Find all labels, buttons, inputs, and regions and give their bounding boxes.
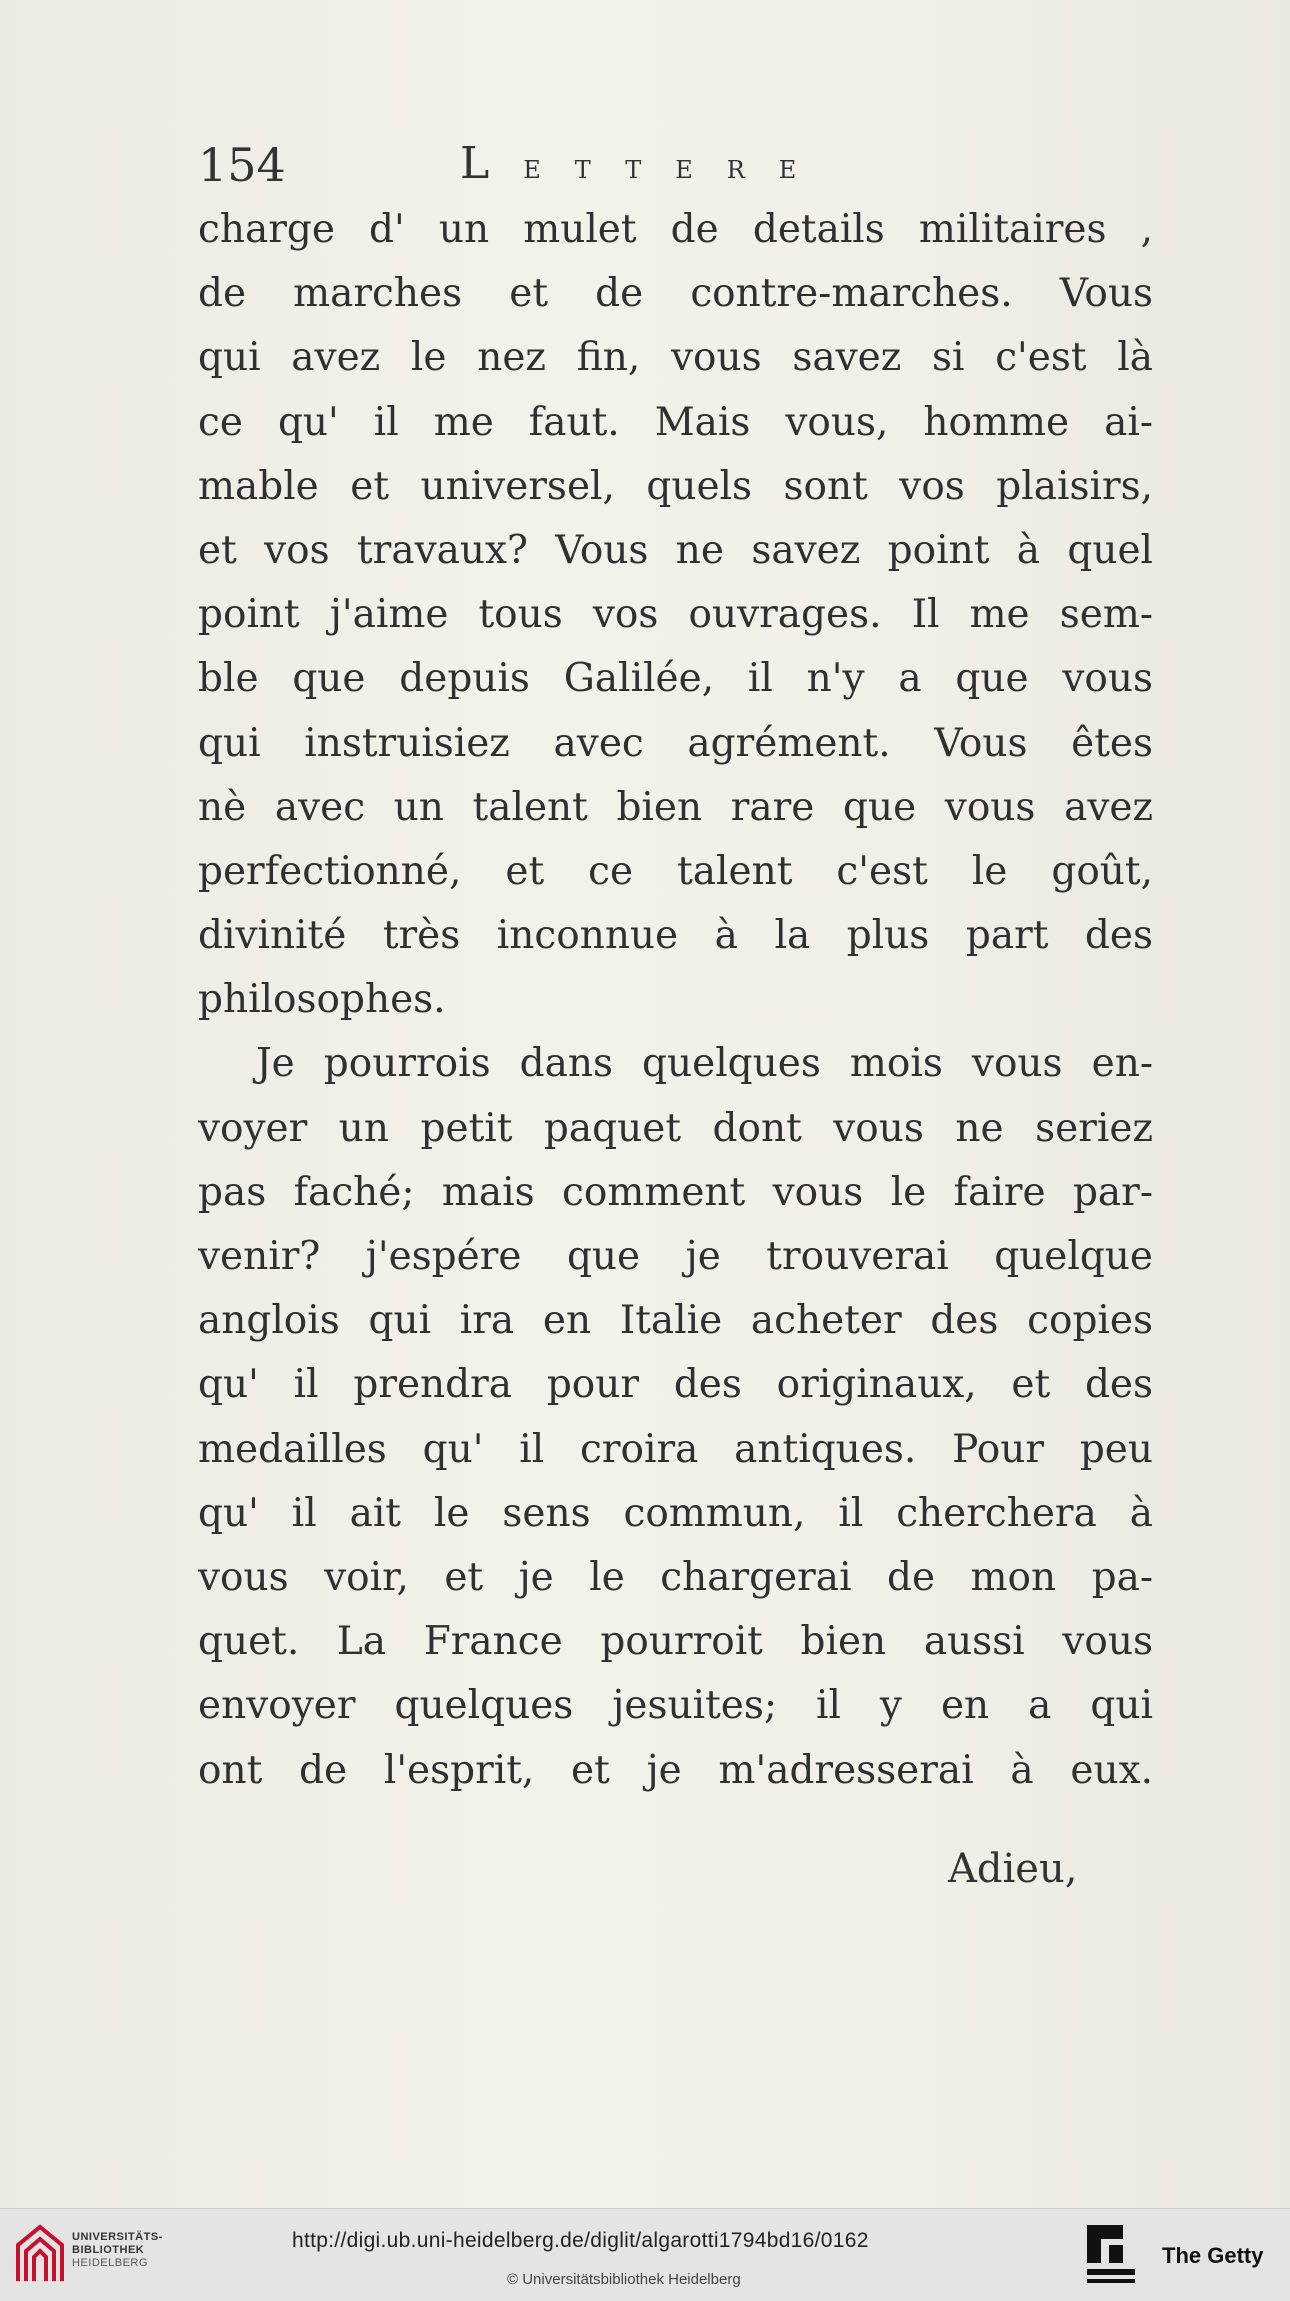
text-line: vous voir, et je le chargerai de mon pa-: [198, 1554, 1153, 1600]
text-line: qui avez le nez fin, vous savez si c'est là: [198, 335, 1153, 381]
page-header: [198, 138, 1098, 192]
library-name: [72, 2231, 163, 2270]
text-line: et vos travaux? Vous ne savez point à quel: [198, 527, 1153, 573]
footer-bar: [0, 2208, 1290, 2301]
text-line: medailles qu' il croira antiques. Pour peu: [198, 1426, 1153, 1472]
page-number: 154: [198, 138, 286, 192]
running-head-rest: ETTERE: [523, 156, 831, 184]
text-line: qu' il ait le sens commun, il cherchera à: [198, 1490, 1153, 1536]
text-line: philosophes.: [198, 977, 446, 1023]
signoff: Adieu,: [948, 1846, 1078, 1892]
copyright-notice: © Universitätsbibliothek Heidelberg: [507, 2271, 741, 2288]
university-logo-icon: [14, 2223, 66, 2285]
running-head: [460, 138, 830, 189]
permalink-url[interactable]: http://digi.ub.uni-heidelberg.de/diglit/algarotti1794bd16/0162: [292, 2229, 869, 2252]
text-line: voyer un petit paquet dont vous ne seriez: [198, 1105, 1153, 1151]
text-line: anglois qui ira en Italie acheter des copies: [198, 1298, 1153, 1344]
text-line: quet. La France pourroit bien aussi vous: [198, 1619, 1153, 1665]
text-line: charge d' un mulet de details militaires ,: [198, 207, 1153, 252]
text-line: point j'aime tous vos ouvrages. Il me sem-: [198, 592, 1153, 638]
getty-logo-icon: [1085, 2223, 1137, 2285]
text-line: ble que depuis Galilée, il n'y a que vous: [198, 656, 1153, 702]
partner-name: The Getty: [1162, 2243, 1264, 2268]
text-line: Je pourrois dans quelques mois vous en-: [256, 1041, 1153, 1087]
text-line: envoyer quelques jesuites; il y en a qui: [198, 1683, 1153, 1729]
letter-body: [198, 198, 1153, 1803]
text-line: pas faché; mais comment vous le faire par-: [198, 1169, 1153, 1215]
library-name-line: HEIDELBERG: [72, 2257, 148, 2269]
text-line: mable et universel, quels sont vos plaisirs,: [198, 463, 1153, 509]
text-line: venir? j'espére que je trouverai quelque: [198, 1234, 1153, 1279]
running-head-initial: L: [460, 138, 524, 189]
text-line: qu' il prendra pour des originaux, et des: [198, 1362, 1153, 1408]
text-line: perfectionné, et ce talent c'est le goût,: [198, 848, 1153, 894]
text-line: qui instruisiez avec agrément. Vous êtes: [198, 720, 1153, 766]
library-name-line: BIBLIOTHEK: [72, 2244, 145, 2256]
text-line: de marches et de contre-marches. Vous: [198, 271, 1153, 317]
text-line: ce qu' il me faut. Mais vous, homme ai-: [198, 399, 1153, 445]
library-name-line: UNIVERSITÄTS-: [72, 2231, 163, 2243]
text-line: divinité très inconnue à la plus part des: [198, 913, 1153, 959]
text-line: ont de l'esprit, et je m'adresserai à eux.: [198, 1747, 1153, 1793]
text-line: nè avec un talent bien rare que vous avez: [198, 784, 1153, 830]
